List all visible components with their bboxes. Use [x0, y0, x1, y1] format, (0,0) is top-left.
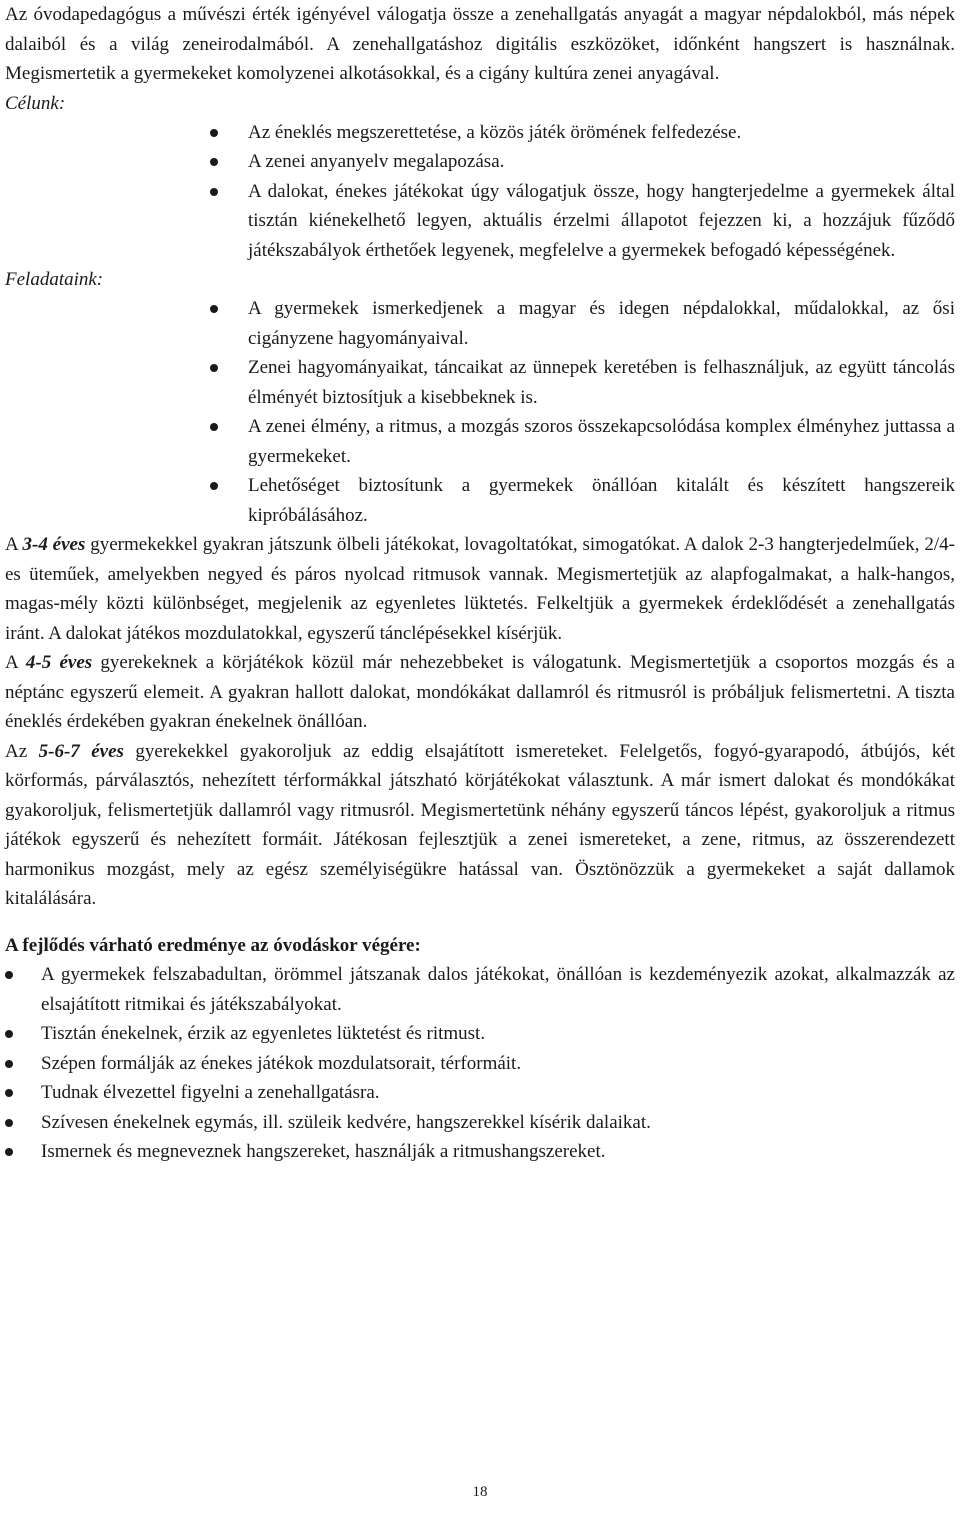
- list-item: A zenei élmény, a ritmus, a mozgás szoros összekapcsolódása komplex élményhez juttassa a gyermekeket.: [210, 412, 955, 471]
- bullet-icon: [210, 188, 218, 196]
- age-5-7-label: 5-6-7 éves: [38, 740, 124, 762]
- bullet-icon: [210, 423, 218, 431]
- goals-list: [210, 118, 955, 266]
- tasks-list: [210, 294, 955, 530]
- bullet-icon: [210, 158, 218, 166]
- list-item: Az éneklés megszerettetése, a közös játék örömének felfedezése.: [210, 118, 955, 148]
- list-item: Szépen formálják az énekes játékok mozdulatsorait, térformáit.: [5, 1049, 955, 1079]
- bullet-icon: [5, 1119, 13, 1127]
- bullet-icon: [5, 1030, 13, 1038]
- bullet-icon: [5, 1060, 13, 1068]
- list-item: Zenei hagyományaikat, táncaikat az ünnepek keretében is felhasználjuk, az együtt táncolás élményét biztosítjuk a kisebbeknek is.: [210, 353, 955, 412]
- list-item: Tudnak élvezettel figyelni a zenehallgatásra.: [5, 1078, 955, 1108]
- age-3-4-label: 3-4 éves: [22, 534, 86, 555]
- bullet-icon: [5, 1148, 13, 1156]
- age-3-4-paragraph: A 3-4 éves gyermekekkel gyakran játszunk ölbeli játékokat, lovagoltatókat, simogatókat. A dalok 2-3 hangterjedelműek, 2/4-es üteműek, amelyekben negyed és páros nyolcad ritmusok vannak. Megismertetjük az alapfogalmakat, a halk-hangos, magas-mély közti különbséget, megjelenik az egyenletes lüktetés. Felkeltjük a gyermekek érdeklődését a zenehallgatás iránt. A dalokat játékos mozdulatokkal, egyszerű tánclépésekkel kísérjük.: [5, 534, 955, 644]
- list-item: Ismernek és megneveznek hangszereket, használják a ritmushangszereket.: [5, 1137, 955, 1167]
- list-item: A zenei anyanyelv megalapozása.: [210, 147, 955, 177]
- age-5-7-paragraph: Az 5-6-7 éves gyerekekkel gyakoroljuk az eddig elsajátított ismereteket. Felelgetős, fogyó-gyarapodó, átbújós, két körformás, párválasztós, nehezített térformákkal játszható körjátékokat választunk. A már ismert dalokat és mondókákat gyakoroljuk, felismertetjük dallamról vagy ritmusról. Megismertetünk néhány egyszerű táncos lépést, gyakoroljuk a ritmus játékok egyszerű és nehezített formáit. Játékosan fejlesztjük a zenei ismereteket, a zene, ritmus, az összerendezett harmonikus mozgást, mely az egész személyiségükre hatással van. Ösztönözzük a gyermekeket a saját dallamok kitalálására.: [5, 740, 955, 909]
- tasks-label: Feladataink:: [5, 269, 104, 290]
- list-item: Tisztán énekelnek, érzik az egyenletes lüktetést és ritmust.: [5, 1019, 955, 1049]
- list-item: A gyermekek ismerkedjenek a magyar és idegen népdalokkal, műdalokkal, az ősi cigányzene hagyományaival.: [210, 294, 955, 353]
- list-item: A dalokat, énekes játékokat úgy válogatjuk össze, hogy hangterjedelme a gyermekek által tisztán kiénekelhető legyen, aktuális érzelmi állapotot fejezzen ki, a hozzájuk fűződő játékszabályok érthetőek legyenek, megfelelve a gyermekek befogadó képességének.: [210, 177, 955, 266]
- bullet-icon: [210, 305, 218, 313]
- goals-section: [5, 89, 955, 266]
- bullet-icon: [5, 971, 13, 979]
- outcome-list: [5, 960, 955, 1167]
- list-item: A gyermekek felszabadultan, örömmel játszanak dalos játékokat, önállóan is kezdeményezik azokat, alkalmazzák az elsajátított ritmikai és játékszabályokat.: [5, 960, 955, 1019]
- bullet-icon: [5, 1089, 13, 1097]
- goals-label: Célunk:: [5, 92, 66, 114]
- tasks-section: [5, 265, 955, 530]
- age-4-5-paragraph: A 4-5 éves gyerekeknek a körjátékok közül már nehezebbeket is válogatunk. Megismertetjük a csoportos mozgás és a néptánc egyszerű elemeit. A gyakran hallott dalokat, mondókákat dallamról és ritmusról is próbáljuk felismertetni. A tiszta éneklés érdekében gyakran énekelnek önállóan.: [5, 652, 955, 732]
- list-item: Szívesen énekelnek egymás, ill. szüleik kedvére, hangszerekkel kísérik dalaikat.: [5, 1108, 955, 1138]
- intro-paragraph: Az óvodapedagógus a művészi érték igényével válogatja össze a zenehallgatás anyagát a magyar népdalokból, más népek dalaiból és a világ zeneirodalmából. A zenehallgatáshoz digitális eszközöket, időnként hangszert is használnak. Megismertetik a gyermekeket komolyzenei alkotásokkal, és a cigány kultúra zenei anyagával.: [5, 4, 955, 84]
- age-4-5-label: 4-5 éves: [25, 652, 93, 673]
- bullet-icon: [210, 364, 218, 372]
- document-page: [5, 0, 955, 1167]
- bullet-icon: [210, 482, 218, 490]
- page-number: 18: [472, 1484, 488, 1500]
- list-item: Lehetőséget biztosítunk a gyermekek önállóan kitalált és készített hangszereik kipróbálásához.: [210, 471, 955, 530]
- outcome-heading: A fejlődés várható eredménye az óvodáskor végére:: [5, 934, 421, 956]
- bullet-icon: [210, 129, 218, 137]
